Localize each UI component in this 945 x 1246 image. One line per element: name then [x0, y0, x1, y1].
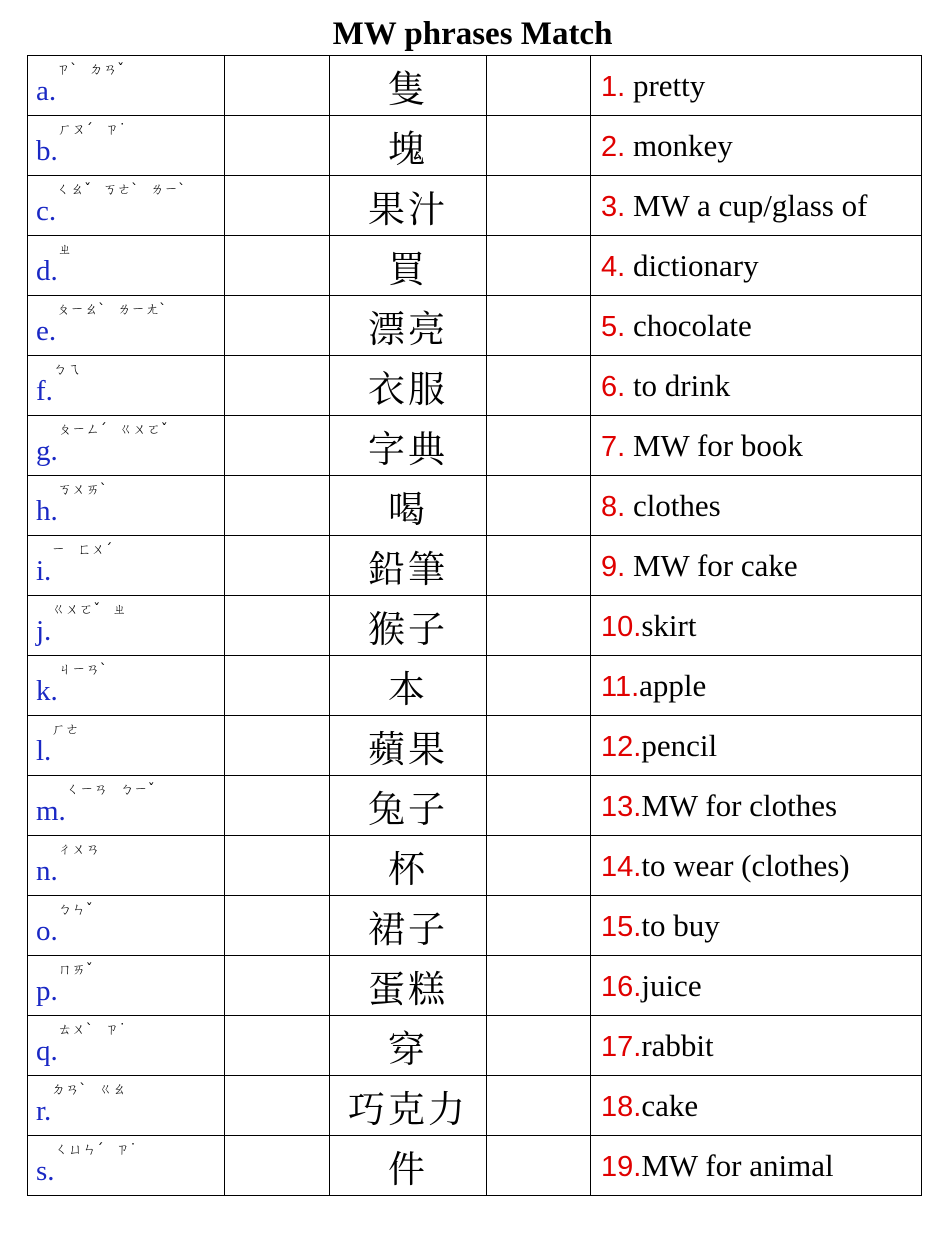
zhuyin-syllable: ㄅㄣˇ	[57, 902, 93, 918]
chinese-word: 買	[388, 247, 428, 291]
english-cell	[591, 536, 922, 596]
answer-blank-cell[interactable]	[225, 416, 330, 476]
table-row	[28, 1016, 922, 1076]
item-number: 8.	[601, 490, 626, 523]
answer-cell-letter[interactable]	[28, 716, 225, 776]
answer-cell-letter[interactable]	[28, 56, 225, 116]
answer-blank-cell[interactable]	[487, 416, 591, 476]
chinese-cell	[330, 116, 487, 176]
item-number: 9.	[601, 550, 626, 583]
zhuyin-group	[51, 542, 124, 567]
english-meaning: to buy	[641, 907, 720, 943]
english-meaning: cake	[641, 1087, 699, 1123]
option-letter: g.	[36, 435, 58, 467]
english-meaning: to wear (clothes)	[641, 847, 850, 883]
answer-blank-cell[interactable]	[487, 356, 591, 416]
zhuyin-group	[57, 422, 180, 447]
chinese-cell	[330, 176, 487, 236]
chinese-cell	[330, 836, 487, 896]
chinese-cell	[330, 956, 487, 1016]
option-letter: s.	[36, 1155, 55, 1187]
table-row	[28, 956, 922, 1016]
chinese-word: 果汁	[368, 187, 448, 231]
zhuyin-group	[56, 62, 136, 87]
answer-blank-cell[interactable]	[487, 116, 591, 176]
answer-blank-cell[interactable]	[487, 836, 591, 896]
table-row	[28, 416, 922, 476]
table-row	[28, 656, 922, 716]
table-row	[28, 356, 922, 416]
chinese-word: 衣服	[368, 367, 448, 411]
zhuyin-group	[51, 722, 91, 747]
answer-blank-cell[interactable]	[225, 1016, 330, 1076]
table-row	[28, 476, 922, 536]
answer-blank-cell[interactable]	[487, 476, 591, 536]
chinese-cell	[330, 236, 487, 296]
page-title: MW phrases Match	[332, 16, 613, 52]
zhuyin-syllable: ㄆㄧㄥˊ	[57, 422, 107, 438]
answer-cell-letter[interactable]	[28, 416, 225, 476]
zhuyin-syllable: ㄑㄧㄢ	[65, 782, 108, 798]
zhuyin-syllable: ㄆㄧㄠˋ	[56, 302, 106, 318]
option-letter: q.	[36, 1035, 58, 1067]
item-number: 12.	[601, 730, 642, 763]
option-letter: l.	[36, 735, 52, 767]
item-number: 16.	[601, 970, 642, 1003]
answer-blank-cell[interactable]	[225, 236, 330, 296]
zhuyin-syllable: ㄌㄧˋ	[150, 182, 186, 198]
english-meaning: monkey	[625, 127, 733, 163]
table-row	[28, 536, 922, 596]
zhuyin-syllable: ㄗ˙	[104, 1022, 126, 1038]
english-cell	[591, 176, 922, 236]
table-row	[28, 1136, 922, 1196]
chinese-word: 蘋果	[368, 727, 448, 771]
item-number: 18.	[601, 1090, 642, 1123]
zhuyin-syllable: ㄑㄠˇ	[56, 182, 92, 198]
zhuyin-group	[57, 122, 138, 147]
english-cell	[591, 776, 922, 836]
english-meaning: dictionary	[625, 247, 759, 283]
zhuyin-syllable: ㄅㄧˇ	[119, 782, 155, 798]
english-meaning: clothes	[625, 487, 721, 523]
answer-blank-cell[interactable]	[487, 956, 591, 1016]
zhuyin-syllable: ㄧ	[51, 542, 66, 558]
english-meaning: rabbit	[641, 1027, 714, 1063]
chinese-word: 塊	[388, 127, 428, 171]
zhuyin-syllable: ㄓ	[112, 602, 127, 618]
answer-blank-cell[interactable]	[225, 356, 330, 416]
answer-blank-cell[interactable]	[225, 176, 330, 236]
english-cell	[591, 416, 922, 476]
answer-blank-cell[interactable]	[487, 1016, 591, 1076]
table-row	[28, 296, 922, 356]
option-letter: c.	[36, 195, 57, 227]
zhuyin-group	[54, 1142, 149, 1167]
chinese-word: 巧克力	[348, 1087, 468, 1131]
zhuyin-syllable: ㄍㄠ	[98, 1082, 127, 1098]
zhuyin-syllable: ㄗˋ	[56, 62, 78, 78]
item-number: 1.	[601, 70, 626, 103]
table-row	[28, 596, 922, 656]
english-meaning: MW for book	[625, 427, 803, 463]
chinese-cell	[330, 776, 487, 836]
answer-blank-cell[interactable]	[225, 476, 330, 536]
table-row	[28, 56, 922, 116]
english-cell	[591, 296, 922, 356]
answer-blank-cell[interactable]	[225, 56, 330, 116]
answer-cell-letter[interactable]	[28, 116, 225, 176]
chinese-cell	[330, 716, 487, 776]
chinese-word: 字典	[368, 427, 448, 471]
zhuyin-syllable: ㄍㄨㄛˇ	[51, 602, 101, 618]
item-number: 14.	[601, 850, 642, 883]
english-cell	[591, 116, 922, 176]
zhuyin-group	[52, 362, 93, 387]
answer-blank-cell[interactable]	[225, 956, 330, 1016]
table-row	[28, 176, 922, 236]
item-number: 19.	[601, 1150, 642, 1183]
english-cell	[591, 56, 922, 116]
english-meaning: MW for cake	[625, 547, 798, 583]
english-meaning: pencil	[641, 727, 718, 763]
table-row	[28, 1076, 922, 1136]
zhuyin-syllable: ㄈㄨˊ	[77, 542, 113, 558]
chinese-word: 隻	[388, 67, 428, 111]
zhuyin-syllable: ㄌㄧㄤˋ	[117, 302, 167, 318]
english-cell	[591, 1136, 922, 1196]
zhuyin-syllable: ㄗ˙	[115, 1142, 137, 1158]
chinese-cell	[330, 356, 487, 416]
answer-blank-cell[interactable]	[225, 656, 330, 716]
english-cell	[591, 956, 922, 1016]
chinese-cell	[330, 1016, 487, 1076]
item-number: 13.	[601, 790, 642, 823]
item-number: 15.	[601, 910, 642, 943]
zhuyin-syllable: ㄉㄢˋ	[51, 1082, 87, 1098]
zhuyin-group	[65, 782, 167, 807]
answer-cell-letter[interactable]	[28, 956, 225, 1016]
zhuyin-syllable: ㄏㄡˊ	[57, 122, 93, 138]
zhuyin-group	[57, 1022, 138, 1047]
chinese-word: 兔子	[368, 787, 448, 831]
item-number: 11.	[601, 670, 640, 703]
english-meaning: skirt	[641, 607, 697, 643]
answer-blank-cell[interactable]	[225, 1136, 330, 1196]
zhuyin-syllable: ㄎㄨㄞˋ	[57, 482, 107, 498]
item-number: 7.	[601, 430, 626, 463]
match-table	[27, 55, 922, 1196]
english-meaning: pretty	[625, 67, 706, 103]
answer-blank-cell[interactable]	[225, 776, 330, 836]
chinese-word: 漂亮	[368, 307, 448, 351]
answer-blank-cell[interactable]	[225, 296, 330, 356]
english-meaning: MW for animal	[641, 1147, 834, 1183]
chinese-word: 件	[388, 1147, 428, 1191]
english-meaning: to drink	[625, 367, 731, 403]
zhuyin-group	[51, 602, 138, 627]
answer-blank-cell[interactable]	[487, 776, 591, 836]
answer-cell-letter[interactable]	[28, 836, 225, 896]
answer-cell-letter[interactable]	[28, 776, 225, 836]
option-letter: f.	[36, 375, 53, 407]
english-cell	[591, 716, 922, 776]
chinese-word: 穿	[388, 1027, 428, 1071]
zhuyin-group	[57, 662, 119, 687]
option-letter: p.	[36, 975, 58, 1007]
zhuyin-group	[51, 1082, 138, 1107]
chinese-cell	[330, 896, 487, 956]
english-cell	[591, 476, 922, 536]
english-meaning: juice	[641, 967, 702, 1003]
item-number: 2.	[601, 130, 626, 163]
chinese-cell	[330, 476, 487, 536]
table-row	[28, 776, 922, 836]
answer-blank-cell[interactable]	[225, 1076, 330, 1136]
answer-blank-cell[interactable]	[487, 176, 591, 236]
answer-blank-cell[interactable]	[225, 116, 330, 176]
chinese-cell	[330, 536, 487, 596]
answer-blank-cell[interactable]	[487, 596, 591, 656]
chinese-cell	[330, 656, 487, 716]
chinese-cell	[330, 416, 487, 476]
zhuyin-group	[56, 182, 197, 207]
answer-blank-cell[interactable]	[487, 1136, 591, 1196]
zhuyin-group	[57, 962, 105, 987]
zhuyin-syllable: ㄐㄧㄢˋ	[57, 662, 107, 678]
option-letter: j.	[36, 615, 52, 647]
chinese-cell	[330, 1076, 487, 1136]
zhuyin-syllable: ㄎㄜˋ	[103, 182, 139, 198]
english-meaning: MW a cup/glass of	[625, 187, 868, 223]
option-letter: m.	[36, 795, 66, 827]
answer-cell-letter[interactable]	[28, 476, 225, 536]
option-letter: h.	[36, 495, 58, 527]
zhuyin-syllable: ㄅㄟ	[52, 362, 81, 378]
answer-cell-letter[interactable]	[28, 1016, 225, 1076]
option-letter: n.	[36, 855, 58, 887]
option-letter: i.	[36, 555, 52, 587]
answer-cell-letter[interactable]	[28, 1076, 225, 1136]
option-letter: a.	[36, 75, 57, 107]
zhuyin-group	[57, 242, 84, 267]
zhuyin-syllable: ㄔㄨㄢ	[57, 842, 100, 858]
chinese-word: 本	[388, 667, 428, 711]
option-letter: d.	[36, 255, 58, 287]
option-letter: e.	[36, 315, 57, 347]
answer-blank-cell[interactable]	[487, 56, 591, 116]
english-meaning: chocolate	[625, 307, 752, 343]
answer-cell-letter[interactable]	[28, 656, 225, 716]
english-meaning: MW for clothes	[641, 787, 838, 823]
table-row	[28, 896, 922, 956]
option-letter: k.	[36, 675, 58, 707]
item-number: 5.	[601, 310, 626, 343]
table-row	[28, 116, 922, 176]
answer-cell-letter[interactable]	[28, 596, 225, 656]
table-row	[28, 836, 922, 896]
zhuyin-syllable: ㄏㄜ	[51, 722, 80, 738]
english-cell	[591, 1016, 922, 1076]
option-letter: b.	[36, 135, 58, 167]
english-cell	[591, 836, 922, 896]
item-number: 17.	[601, 1030, 642, 1063]
chinese-word: 猴子	[368, 607, 448, 651]
zhuyin-syllable: ㄇㄞˇ	[57, 962, 93, 978]
zhuyin-syllable: ㄊㄨˋ	[57, 1022, 93, 1038]
answer-cell-letter[interactable]	[28, 356, 225, 416]
answer-blank-cell[interactable]	[225, 716, 330, 776]
zhuyin-group	[57, 842, 112, 867]
chinese-cell	[330, 1136, 487, 1196]
table-row	[28, 716, 922, 776]
chinese-cell	[330, 296, 487, 356]
chinese-word: 鉛筆	[368, 547, 448, 591]
answer-cell-letter[interactable]	[28, 296, 225, 356]
item-number: 3.	[601, 190, 626, 223]
zhuyin-group	[57, 902, 105, 927]
english-cell	[591, 896, 922, 956]
chinese-cell	[330, 56, 487, 116]
zhuyin-syllable: ㄑㄩㄣˊ	[54, 1142, 104, 1158]
zhuyin-group	[57, 482, 119, 507]
chinese-word: 裙子	[368, 907, 448, 951]
answer-blank-cell[interactable]	[225, 836, 330, 896]
zhuyin-syllable: ㄗ˙	[104, 122, 126, 138]
answer-blank-cell[interactable]	[487, 716, 591, 776]
answer-blank-cell[interactable]	[487, 296, 591, 356]
item-number: 10.	[601, 610, 642, 643]
english-meaning: apple	[639, 667, 707, 703]
english-cell	[591, 1076, 922, 1136]
table-row	[28, 236, 922, 296]
answer-cell-letter[interactable]	[28, 1136, 225, 1196]
answer-cell-letter[interactable]	[28, 536, 225, 596]
item-number: 6.	[601, 370, 626, 403]
english-cell	[591, 596, 922, 656]
chinese-word: 蛋糕	[368, 967, 448, 1011]
answer-cell-letter[interactable]	[28, 896, 225, 956]
answer-blank-cell[interactable]	[225, 536, 330, 596]
item-number: 4.	[601, 250, 626, 283]
english-cell	[591, 356, 922, 416]
zhuyin-syllable: ㄍㄨㄛˇ	[118, 422, 168, 438]
zhuyin-syllable: ㄉㄢˇ	[89, 62, 125, 78]
zhuyin-syllable: ㄓ	[57, 242, 72, 258]
answer-blank-cell[interactable]	[225, 896, 330, 956]
answer-blank-cell[interactable]	[487, 656, 591, 716]
zhuyin-group	[56, 302, 178, 327]
match-table-body	[28, 56, 922, 1196]
answer-blank-cell[interactable]	[487, 536, 591, 596]
chinese-word: 喝	[388, 487, 428, 531]
answer-blank-cell[interactable]	[487, 1076, 591, 1136]
chinese-word: 杯	[388, 847, 428, 891]
answer-blank-cell[interactable]	[487, 236, 591, 296]
answer-cell-letter[interactable]	[28, 176, 225, 236]
chinese-cell	[330, 596, 487, 656]
answer-blank-cell[interactable]	[225, 596, 330, 656]
option-letter: o.	[36, 915, 58, 947]
english-cell	[591, 656, 922, 716]
answer-cell-letter[interactable]	[28, 236, 225, 296]
option-letter: r.	[36, 1095, 52, 1127]
answer-blank-cell[interactable]	[487, 896, 591, 956]
english-cell	[591, 236, 922, 296]
